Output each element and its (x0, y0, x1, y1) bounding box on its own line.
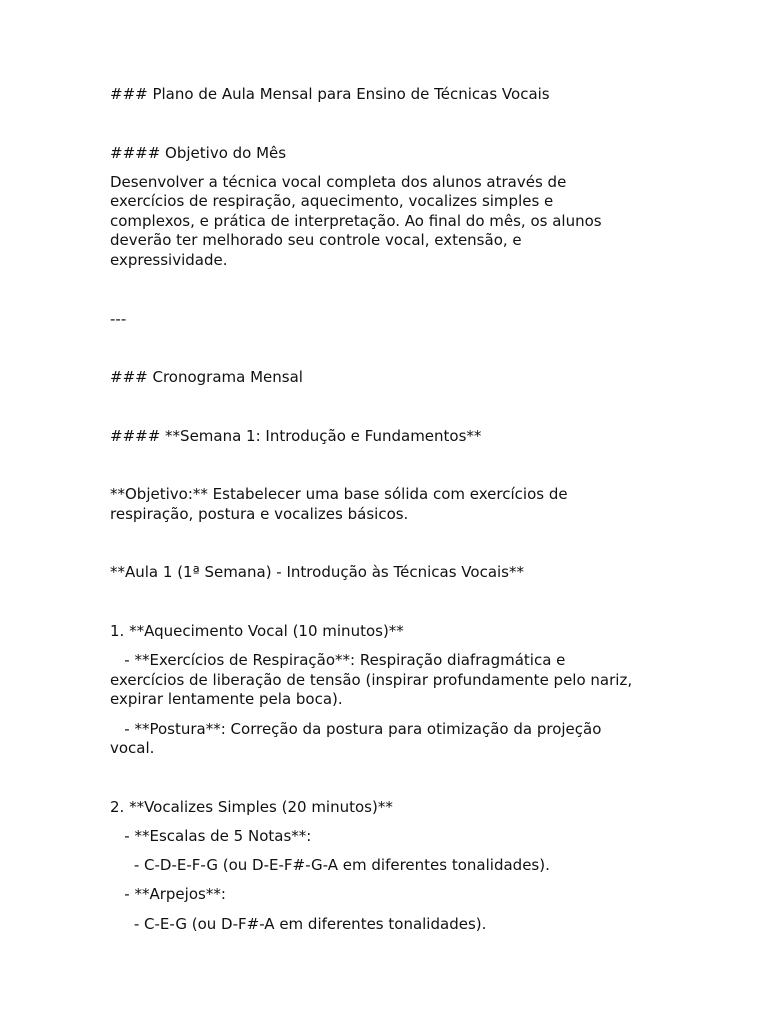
list-item-vocalizes: 2. **Vocalizes Simples (20 minutos)** (110, 798, 393, 816)
sub-item-arpeggios: - **Arpejos**: (110, 885, 226, 903)
sub-item-breathing-cont: expirar lentamente pela boca). (110, 690, 343, 708)
objective-paragraph-line: exercícios de respiração, aquecimento, vocalizes simples e (110, 192, 554, 210)
sub-sub-item-scale-notes: - C-D-E-F-G (ou D-E-F#-G-A em diferentes tonalidades). (110, 856, 550, 874)
week-heading: #### **Semana 1: Introdução e Fundamentos** (110, 427, 482, 445)
sub-item-posture-cont: vocal. (110, 739, 155, 757)
horizontal-rule-marker: --- (110, 310, 127, 328)
doc-title: ### Plano de Aula Mensal para Ensino de Técnicas Vocais (110, 85, 550, 103)
section-heading-objective: #### Objetivo do Mês (110, 144, 287, 162)
objective-paragraph-line: Desenvolver a técnica vocal completa dos alunos através de (110, 173, 567, 191)
list-item-warmup: 1. **Aquecimento Vocal (10 minutos)** (110, 622, 404, 640)
sub-sub-item-arpeggio-notes: - C-E-G (ou D-F#-A em diferentes tonalidades). (110, 915, 487, 933)
objective-paragraph-line: expressividade. (110, 251, 228, 269)
lesson-heading: **Aula 1 (1ª Semana) - Introdução às Técnicas Vocais** (110, 563, 524, 581)
section-heading-schedule: ### Cronograma Mensal (110, 368, 303, 386)
sub-item-posture: - **Postura**: Correção da postura para otimização da projeção (110, 720, 602, 738)
sub-item-breathing-cont: exercícios de liberação de tensão (inspirar profundamente pelo nariz, (110, 671, 633, 689)
week-objective-line: respiração, postura e vocalizes básicos. (110, 505, 409, 523)
week-objective-line: **Objetivo:** Estabelecer uma base sólida com exercícios de (110, 485, 568, 503)
sub-item-breathing: - **Exercícios de Respiração**: Respiração diafragmática e (110, 651, 566, 669)
sub-item-scales: - **Escalas de 5 Notas**: (110, 827, 312, 845)
objective-paragraph-line: complexos, e prática de interpretação. Ao final do mês, os alunos (110, 212, 602, 230)
objective-paragraph-line: deverão ter melhorado seu controle vocal, extensão, e (110, 231, 522, 249)
